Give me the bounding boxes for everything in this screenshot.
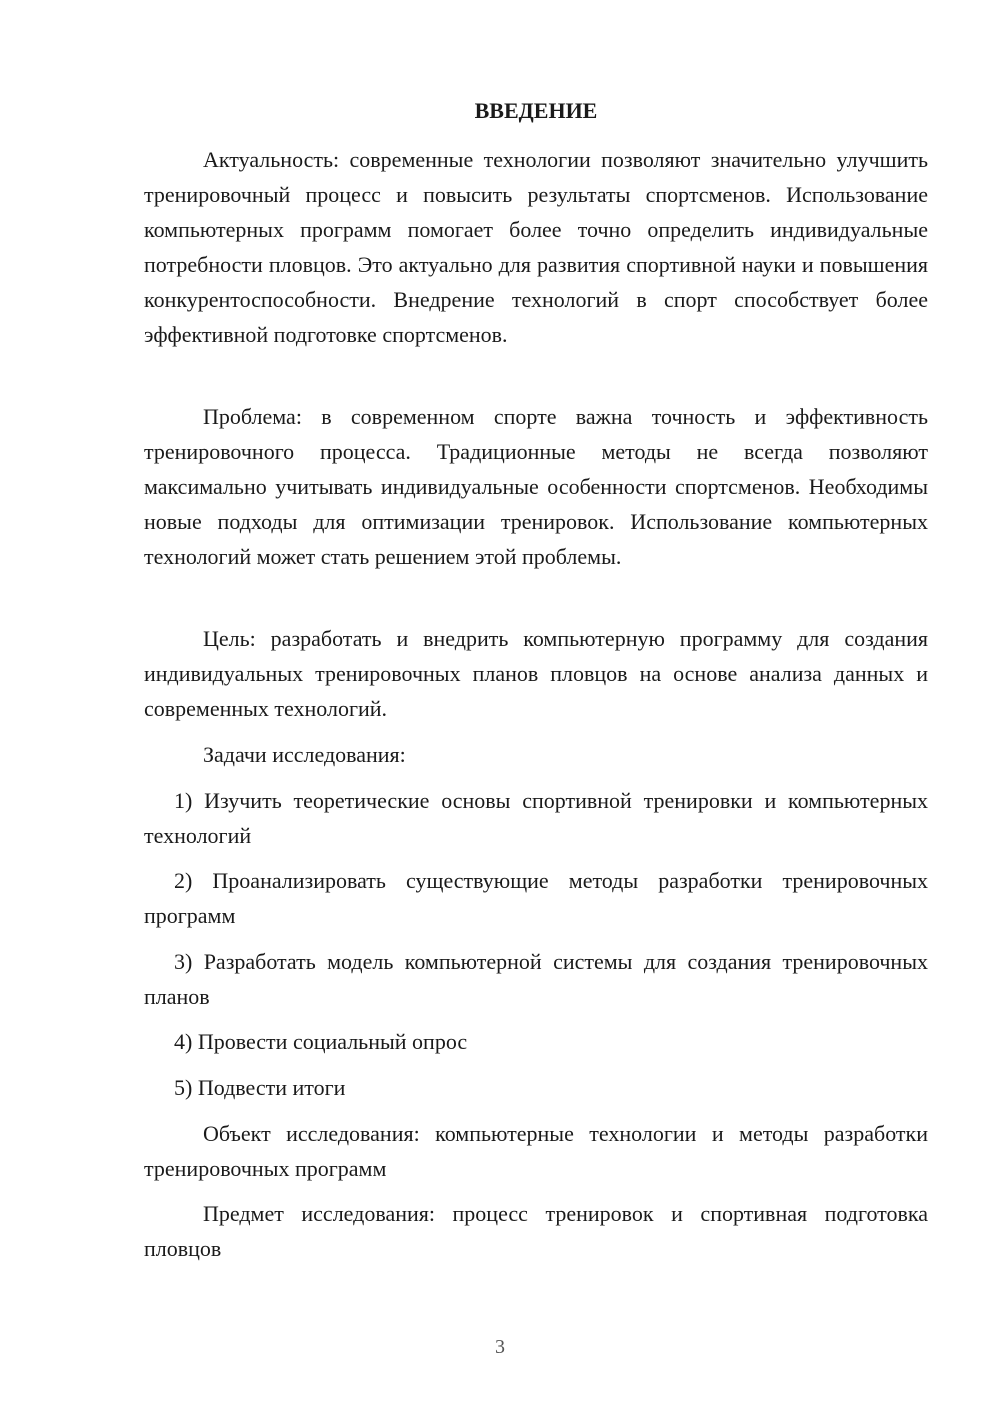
paragraph-goal: Цель: разработать и внедрить компьютерную программу для создания индивидуальных тренировочных планов пловцов на основе анализа данных и современных технологий. — [144, 626, 928, 721]
task-item-1: 1) Изучить теоретические основы спортивной тренировки и компьютерных технологий — [144, 788, 928, 848]
paragraph-problem: Проблема: в современном спорте важна точность и эффективность тренировочного процесса. Традиционные методы не всегда позволяют максимально учитывать индивидуальные особенности спортсменов. Необходимы новые подходы для оптимизации тренировок. Использование компьютерных технологий может стать решением этой проблемы. — [144, 404, 928, 569]
page-number: 3 — [495, 1336, 505, 1358]
tasks-heading: Задачи исследования: — [203, 742, 406, 767]
section-heading: ВВЕДЕНИЕ — [474, 98, 598, 123]
task-item-5: 5) Подвести итоги — [174, 1075, 346, 1100]
task-item-2: 2) Проанализировать существующие методы разработки тренировочных программ — [144, 868, 928, 928]
paragraph-object: Объект исследования: компьютерные технологии и методы разработки тренировочных программ — [144, 1121, 928, 1181]
task-item-4: 4) Провести социальный опрос — [174, 1029, 468, 1054]
task-item-3: 3) Разработать модель компьютерной системы для создания тренировочных планов — [144, 949, 928, 1009]
paragraph-relevance: Актуальность: современные технологии позволяют значительно улучшить тренировочный процесс и повысить результаты спортсменов. Использование компьютерных программ помогает более точно определить индивидуальные потребности пловцов. Это актуально для развития спортивной науки и повышения конкурентоспособности. Внедрение технологий в спорт способствует более эффективной подготовке спортсменов. — [144, 147, 928, 347]
paragraph-subject: Предмет исследования: процесс тренировок и спортивная подготовка пловцов — [144, 1201, 928, 1261]
